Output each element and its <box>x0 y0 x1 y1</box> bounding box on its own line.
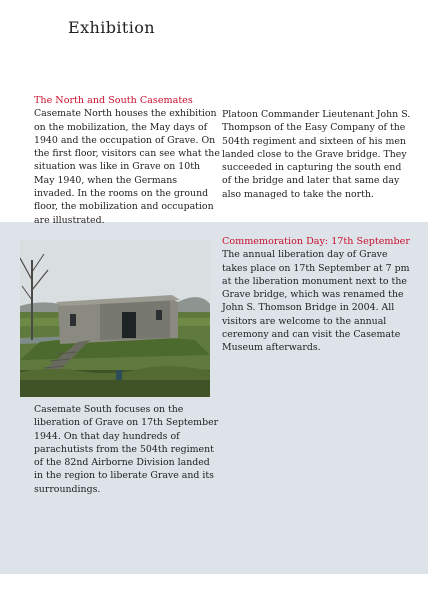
paragraph-casemate-north: Casemate North houses the exhibition on the mobilization, the May days of 1940 and the occupation of Grave. On the first floor, visitors can see what the situation was like in Grave on 10th May 1940, when the Germans invaded. In the rooms on the ground floor, the mobilization and occupation are illustrated. <box>34 108 220 226</box>
paragraph-thompson: Platoon Commander Lieutenant John S. Thompson of the Easy Company of the 504th regiment and sixteen of his men landed close to the Grave bridge. They succeeded in capturing the south end of the bridge and later that same day also managed to take the north. <box>222 109 411 200</box>
column-commemoration <box>222 235 412 355</box>
paragraph-casemate-south: Casemate South focuses on the liberation of Grave on 17th September 1944. On that day hundreds of parachutists from the 504th regiment of the 82nd Airborne Division landed in the region to liberate Grave and its surroundings. <box>34 404 219 495</box>
casemate-photo <box>20 240 210 397</box>
column-north-casemate <box>34 94 220 227</box>
column-casemate-south <box>34 403 220 496</box>
section-heading-commemoration: Commemoration Day: 17th September <box>222 236 410 247</box>
page-title: Exhibition <box>68 18 155 37</box>
section-heading-casemates: The North and South Casemates <box>34 95 193 106</box>
paragraph-commemoration: The annual liberation day of Grave takes place on 17th September at 7 pm at the liberation monument next to the Grave bridge, which was renamed the John S. Thomson Bridge in 2004. All visitors are welcome to the annual ceremony and can visit the Casemate Museum afterwards. <box>222 249 410 354</box>
column-thompson <box>222 108 412 201</box>
